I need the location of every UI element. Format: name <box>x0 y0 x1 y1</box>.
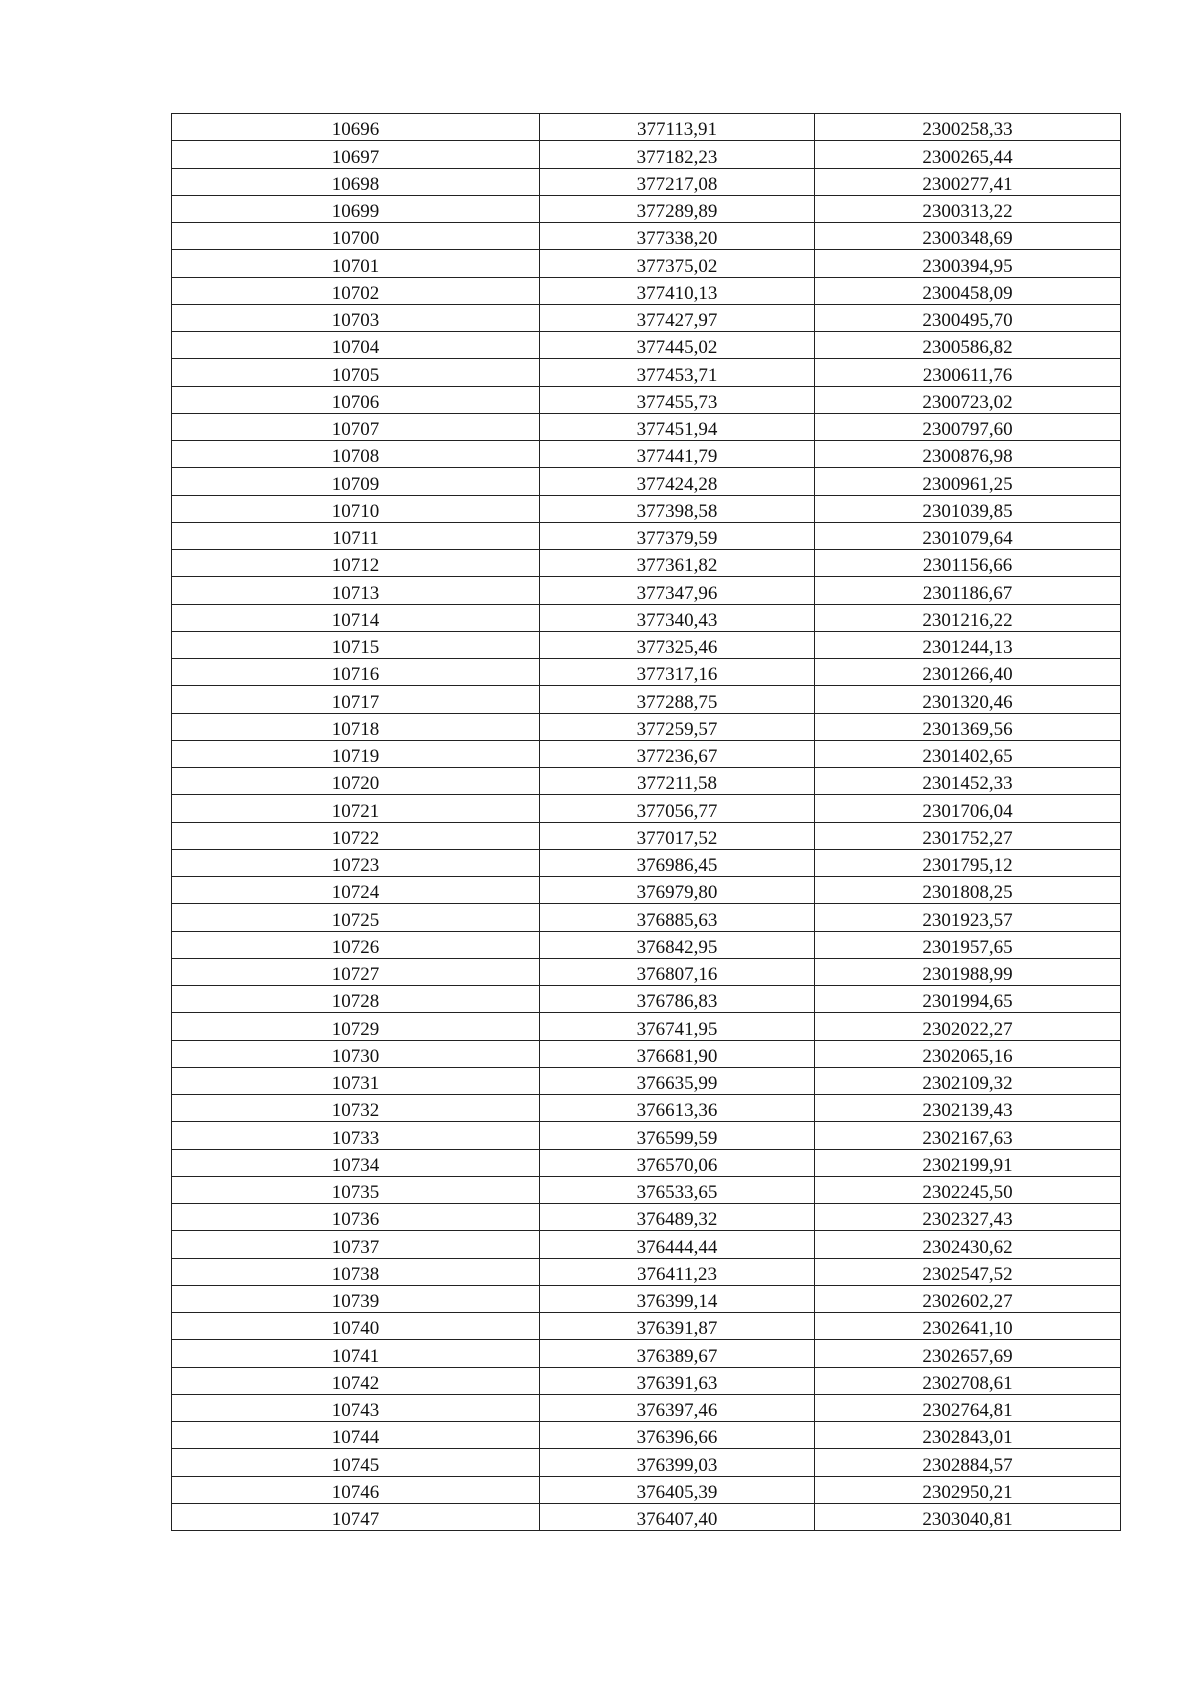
x-coordinate-cell: 377113,91 <box>540 114 815 141</box>
x-coordinate-cell: 376570,06 <box>540 1149 815 1176</box>
point-number-cell: 10731 <box>172 1067 540 1094</box>
y-coordinate-cell: 2300876,98 <box>815 441 1121 468</box>
point-number-cell: 10733 <box>172 1122 540 1149</box>
x-coordinate-cell: 377361,82 <box>540 550 815 577</box>
point-number-cell: 10744 <box>172 1422 540 1449</box>
point-number-cell: 10735 <box>172 1176 540 1203</box>
y-coordinate-cell: 2301369,56 <box>815 713 1121 740</box>
x-coordinate-cell: 376599,59 <box>540 1122 815 1149</box>
y-coordinate-cell: 2300265,44 <box>815 141 1121 168</box>
x-coordinate-cell: 376681,90 <box>540 1040 815 1067</box>
coordinates-table-body <box>172 114 1121 1531</box>
x-coordinate-cell: 376396,66 <box>540 1422 815 1449</box>
x-coordinate-cell: 377424,28 <box>540 468 815 495</box>
point-number-cell: 10715 <box>172 631 540 658</box>
y-coordinate-cell: 2302139,43 <box>815 1095 1121 1122</box>
x-coordinate-cell: 377211,58 <box>540 768 815 795</box>
x-coordinate-cell: 376635,99 <box>540 1067 815 1094</box>
x-coordinate-cell: 377375,02 <box>540 250 815 277</box>
y-coordinate-cell: 2301186,67 <box>815 577 1121 604</box>
y-coordinate-cell: 2302430,62 <box>815 1231 1121 1258</box>
x-coordinate-cell: 376613,36 <box>540 1095 815 1122</box>
point-number-cell: 10734 <box>172 1149 540 1176</box>
table-row <box>172 877 1121 904</box>
y-coordinate-cell: 2302022,27 <box>815 1013 1121 1040</box>
x-coordinate-cell: 377289,89 <box>540 195 815 222</box>
y-coordinate-cell: 2302843,01 <box>815 1422 1121 1449</box>
point-number-cell: 10740 <box>172 1313 540 1340</box>
y-coordinate-cell: 2300458,09 <box>815 277 1121 304</box>
y-coordinate-cell: 2302327,43 <box>815 1204 1121 1231</box>
table-row <box>172 849 1121 876</box>
table-row <box>172 1313 1121 1340</box>
coordinates-table <box>171 113 1121 1531</box>
point-number-cell: 10730 <box>172 1040 540 1067</box>
y-coordinate-cell: 2300495,70 <box>815 304 1121 331</box>
y-coordinate-cell: 2300348,69 <box>815 223 1121 250</box>
x-coordinate-cell: 376444,44 <box>540 1231 815 1258</box>
table-row <box>172 931 1121 958</box>
table-row <box>172 195 1121 222</box>
point-number-cell: 10696 <box>172 114 540 141</box>
y-coordinate-cell: 2301808,25 <box>815 877 1121 904</box>
point-number-cell: 10708 <box>172 441 540 468</box>
y-coordinate-cell: 2301795,12 <box>815 849 1121 876</box>
x-coordinate-cell: 377259,57 <box>540 713 815 740</box>
point-number-cell: 10738 <box>172 1258 540 1285</box>
point-number-cell: 10714 <box>172 604 540 631</box>
y-coordinate-cell: 2301923,57 <box>815 904 1121 931</box>
table-row <box>172 223 1121 250</box>
y-coordinate-cell: 2302764,81 <box>815 1394 1121 1421</box>
y-coordinate-cell: 2301079,64 <box>815 522 1121 549</box>
point-number-cell: 10724 <box>172 877 540 904</box>
table-row <box>172 441 1121 468</box>
x-coordinate-cell: 376807,16 <box>540 958 815 985</box>
y-coordinate-cell: 2302199,91 <box>815 1149 1121 1176</box>
point-number-cell: 10698 <box>172 168 540 195</box>
point-number-cell: 10729 <box>172 1013 540 1040</box>
point-number-cell: 10703 <box>172 304 540 331</box>
x-coordinate-cell: 377445,02 <box>540 332 815 359</box>
y-coordinate-cell: 2301266,40 <box>815 659 1121 686</box>
x-coordinate-cell: 377340,43 <box>540 604 815 631</box>
x-coordinate-cell: 376411,23 <box>540 1258 815 1285</box>
x-coordinate-cell: 376405,39 <box>540 1476 815 1503</box>
table-row <box>172 304 1121 331</box>
point-number-cell: 10720 <box>172 768 540 795</box>
table-row <box>172 822 1121 849</box>
table-row <box>172 386 1121 413</box>
y-coordinate-cell: 2301320,46 <box>815 686 1121 713</box>
x-coordinate-cell: 376399,14 <box>540 1285 815 1312</box>
table-row <box>172 686 1121 713</box>
table-row <box>172 768 1121 795</box>
table-row <box>172 904 1121 931</box>
y-coordinate-cell: 2300723,02 <box>815 386 1121 413</box>
point-number-cell: 10746 <box>172 1476 540 1503</box>
x-coordinate-cell: 377347,96 <box>540 577 815 604</box>
table-row <box>172 1176 1121 1203</box>
table-row <box>172 795 1121 822</box>
table-row <box>172 332 1121 359</box>
x-coordinate-cell: 377236,67 <box>540 740 815 767</box>
y-coordinate-cell: 2300611,76 <box>815 359 1121 386</box>
table-row <box>172 141 1121 168</box>
point-number-cell: 10706 <box>172 386 540 413</box>
y-coordinate-cell: 2301402,65 <box>815 740 1121 767</box>
x-coordinate-cell: 377379,59 <box>540 522 815 549</box>
point-number-cell: 10723 <box>172 849 540 876</box>
table-row <box>172 495 1121 522</box>
table-row <box>172 958 1121 985</box>
point-number-cell: 10722 <box>172 822 540 849</box>
point-number-cell: 10747 <box>172 1503 540 1530</box>
table-row <box>172 359 1121 386</box>
y-coordinate-cell: 2302657,69 <box>815 1340 1121 1367</box>
y-coordinate-cell: 2301039,85 <box>815 495 1121 522</box>
y-coordinate-cell: 2301988,99 <box>815 958 1121 985</box>
point-number-cell: 10721 <box>172 795 540 822</box>
x-coordinate-cell: 376397,46 <box>540 1394 815 1421</box>
table-row <box>172 1422 1121 1449</box>
table-row <box>172 986 1121 1013</box>
x-coordinate-cell: 376391,87 <box>540 1313 815 1340</box>
y-coordinate-cell: 2303040,81 <box>815 1503 1121 1530</box>
table-row <box>172 1394 1121 1421</box>
x-coordinate-cell: 376533,65 <box>540 1176 815 1203</box>
y-coordinate-cell: 2300258,33 <box>815 114 1121 141</box>
point-number-cell: 10741 <box>172 1340 540 1367</box>
x-coordinate-cell: 377338,20 <box>540 223 815 250</box>
x-coordinate-cell: 377455,73 <box>540 386 815 413</box>
y-coordinate-cell: 2300586,82 <box>815 332 1121 359</box>
y-coordinate-cell: 2301994,65 <box>815 986 1121 1013</box>
point-number-cell: 10713 <box>172 577 540 604</box>
point-number-cell: 10717 <box>172 686 540 713</box>
point-number-cell: 10745 <box>172 1449 540 1476</box>
y-coordinate-cell: 2301244,13 <box>815 631 1121 658</box>
y-coordinate-cell: 2302641,10 <box>815 1313 1121 1340</box>
y-coordinate-cell: 2302167,63 <box>815 1122 1121 1149</box>
point-number-cell: 10736 <box>172 1204 540 1231</box>
point-number-cell: 10743 <box>172 1394 540 1421</box>
table-row <box>172 168 1121 195</box>
y-coordinate-cell: 2302950,21 <box>815 1476 1121 1503</box>
table-row <box>172 713 1121 740</box>
table-row <box>172 550 1121 577</box>
point-number-cell: 10718 <box>172 713 540 740</box>
x-coordinate-cell: 376885,63 <box>540 904 815 931</box>
table-row <box>172 114 1121 141</box>
x-coordinate-cell: 376741,95 <box>540 1013 815 1040</box>
x-coordinate-cell: 377441,79 <box>540 441 815 468</box>
x-coordinate-cell: 376489,32 <box>540 1204 815 1231</box>
table-row <box>172 1476 1121 1503</box>
y-coordinate-cell: 2300961,25 <box>815 468 1121 495</box>
point-number-cell: 10700 <box>172 223 540 250</box>
x-coordinate-cell: 376979,80 <box>540 877 815 904</box>
table-row <box>172 1067 1121 1094</box>
y-coordinate-cell: 2302602,27 <box>815 1285 1121 1312</box>
table-row <box>172 1367 1121 1394</box>
y-coordinate-cell: 2301752,27 <box>815 822 1121 849</box>
y-coordinate-cell: 2302708,61 <box>815 1367 1121 1394</box>
point-number-cell: 10697 <box>172 141 540 168</box>
x-coordinate-cell: 376842,95 <box>540 931 815 958</box>
table-row <box>172 468 1121 495</box>
x-coordinate-cell: 377410,13 <box>540 277 815 304</box>
x-coordinate-cell: 377453,71 <box>540 359 815 386</box>
table-row <box>172 250 1121 277</box>
table-row <box>172 740 1121 767</box>
y-coordinate-cell: 2300394,95 <box>815 250 1121 277</box>
table-row <box>172 1013 1121 1040</box>
table-row <box>172 1503 1121 1530</box>
y-coordinate-cell: 2301452,33 <box>815 768 1121 795</box>
table-row <box>172 1340 1121 1367</box>
table-row <box>172 1231 1121 1258</box>
y-coordinate-cell: 2301156,66 <box>815 550 1121 577</box>
x-coordinate-cell: 377017,52 <box>540 822 815 849</box>
x-coordinate-cell: 377056,77 <box>540 795 815 822</box>
x-coordinate-cell: 377217,08 <box>540 168 815 195</box>
x-coordinate-cell: 376391,63 <box>540 1367 815 1394</box>
table-row <box>172 604 1121 631</box>
table-row <box>172 631 1121 658</box>
y-coordinate-cell: 2301216,22 <box>815 604 1121 631</box>
x-coordinate-cell: 377317,16 <box>540 659 815 686</box>
y-coordinate-cell: 2301706,04 <box>815 795 1121 822</box>
point-number-cell: 10737 <box>172 1231 540 1258</box>
point-number-cell: 10739 <box>172 1285 540 1312</box>
point-number-cell: 10732 <box>172 1095 540 1122</box>
point-number-cell: 10704 <box>172 332 540 359</box>
point-number-cell: 10702 <box>172 277 540 304</box>
y-coordinate-cell: 2301957,65 <box>815 931 1121 958</box>
table-row <box>172 577 1121 604</box>
table-row <box>172 1258 1121 1285</box>
table-row <box>172 1095 1121 1122</box>
y-coordinate-cell: 2302884,57 <box>815 1449 1121 1476</box>
table-row <box>172 413 1121 440</box>
point-number-cell: 10711 <box>172 522 540 549</box>
x-coordinate-cell: 377182,23 <box>540 141 815 168</box>
point-number-cell: 10742 <box>172 1367 540 1394</box>
x-coordinate-cell: 376399,03 <box>540 1449 815 1476</box>
point-number-cell: 10707 <box>172 413 540 440</box>
y-coordinate-cell: 2302065,16 <box>815 1040 1121 1067</box>
point-number-cell: 10699 <box>172 195 540 222</box>
point-number-cell: 10705 <box>172 359 540 386</box>
point-number-cell: 10728 <box>172 986 540 1013</box>
table-row <box>172 1204 1121 1231</box>
y-coordinate-cell: 2302109,32 <box>815 1067 1121 1094</box>
point-number-cell: 10712 <box>172 550 540 577</box>
x-coordinate-cell: 376986,45 <box>540 849 815 876</box>
table-row <box>172 1122 1121 1149</box>
x-coordinate-cell: 377451,94 <box>540 413 815 440</box>
x-coordinate-cell: 377325,46 <box>540 631 815 658</box>
point-number-cell: 10710 <box>172 495 540 522</box>
point-number-cell: 10727 <box>172 958 540 985</box>
table-row <box>172 1040 1121 1067</box>
point-number-cell: 10701 <box>172 250 540 277</box>
table-row <box>172 277 1121 304</box>
y-coordinate-cell: 2302547,52 <box>815 1258 1121 1285</box>
point-number-cell: 10719 <box>172 740 540 767</box>
x-coordinate-cell: 377398,58 <box>540 495 815 522</box>
point-number-cell: 10726 <box>172 931 540 958</box>
point-number-cell: 10725 <box>172 904 540 931</box>
x-coordinate-cell: 376407,40 <box>540 1503 815 1530</box>
table-row <box>172 1149 1121 1176</box>
y-coordinate-cell: 2300313,22 <box>815 195 1121 222</box>
y-coordinate-cell: 2300797,60 <box>815 413 1121 440</box>
x-coordinate-cell: 377427,97 <box>540 304 815 331</box>
y-coordinate-cell: 2300277,41 <box>815 168 1121 195</box>
table-row <box>172 659 1121 686</box>
table-row <box>172 1449 1121 1476</box>
x-coordinate-cell: 376786,83 <box>540 986 815 1013</box>
y-coordinate-cell: 2302245,50 <box>815 1176 1121 1203</box>
table-row <box>172 1285 1121 1312</box>
x-coordinate-cell: 376389,67 <box>540 1340 815 1367</box>
table-row <box>172 522 1121 549</box>
point-number-cell: 10716 <box>172 659 540 686</box>
point-number-cell: 10709 <box>172 468 540 495</box>
x-coordinate-cell: 377288,75 <box>540 686 815 713</box>
